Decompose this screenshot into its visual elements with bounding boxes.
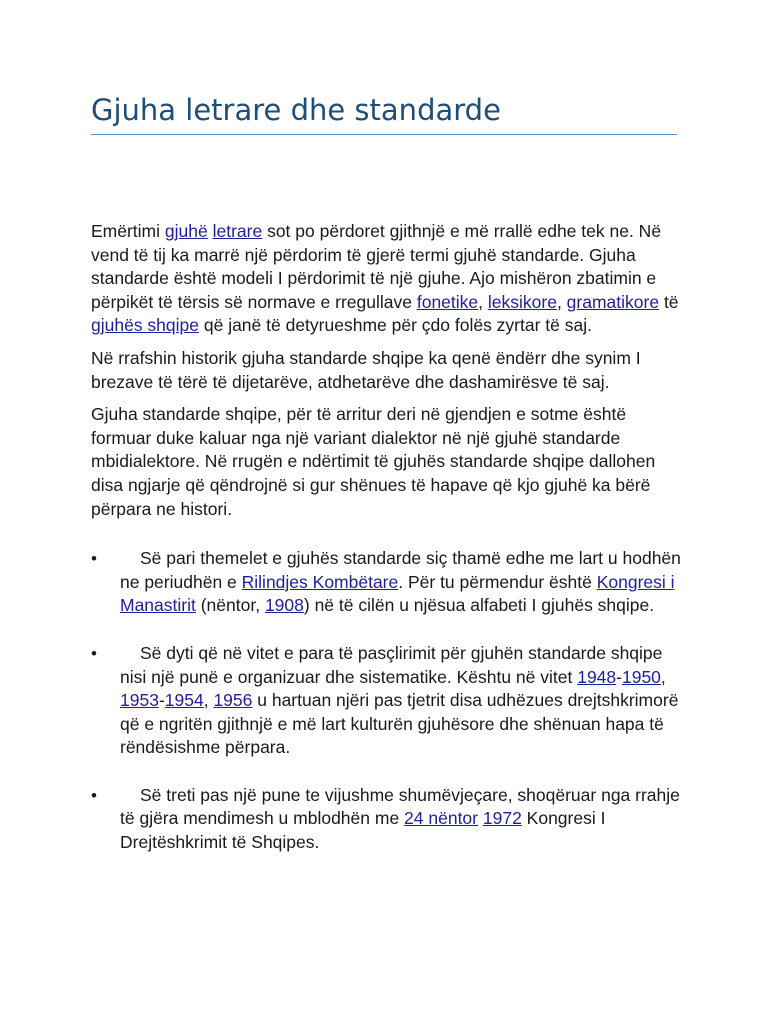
list-item-text: Së dyti që në vitet e para të pasçlirimit për gjuhën standarde shqipe nisi një punë e organizuar dhe sistematike. Kështu në vitet bbox=[120, 642, 663, 687]
link-letrare[interactable]: letrare bbox=[212, 221, 263, 241]
list-item bbox=[91, 642, 691, 760]
paragraph-historic: Në rrafshin historik gjuha standarde shqipe ka qenë ëndërr dhe synim I brezave të tërë të dijetarëve, atdhetarëve dhe dashamirësve të saj. bbox=[91, 347, 641, 392]
link-gjuhes-shqipe[interactable]: gjuhës shqipe bbox=[91, 315, 199, 336]
list-item bbox=[91, 547, 691, 618]
link-1956[interactable]: 1956 bbox=[213, 690, 253, 711]
list-item-text: ) në të cilën u njësua alfabeti I gjuhës shqipe. bbox=[303, 595, 655, 616]
paragraph-text: Emërtimi bbox=[91, 221, 165, 241]
paragraph-formation: Gjuha standarde shqipe, për të arritur deri në gjendjen e sotme është formuar duke kaluar nga një variant dialektor në një gjuhë standarde mbidialektore. Në rrugën e ndërtimit të gjuhës standarde shqipe dallohen disa ngjarje që qëndrojnë si gur shënues të hapave që kjo gjuhë ka bërë përpara ne histori. bbox=[91, 404, 656, 519]
paragraph-text: , bbox=[478, 291, 488, 312]
link-1950[interactable]: 1950 bbox=[621, 666, 661, 687]
milestones-list bbox=[91, 547, 691, 855]
list-item-text: u hartuan njëri pas tjetrit disa udhëzues drejtshkrimorë që e ngritën gjithnjë e më lart kulturën gjuhësore dhe shënuan hapa të rëndësishme përpara. bbox=[120, 690, 679, 758]
link-fonetike[interactable]: fonetike bbox=[416, 291, 479, 312]
link-gramatikore[interactable]: gramatikore bbox=[566, 291, 660, 312]
list-item-text: (nëntor, bbox=[195, 595, 265, 616]
link-1953[interactable]: 1953 bbox=[120, 690, 159, 711]
paragraph-text: që janë të detyrueshme për çdo folës zyrtar të saj. bbox=[199, 315, 592, 336]
list-item bbox=[91, 784, 691, 855]
bullet-icon: • bbox=[91, 549, 97, 569]
title-underline-divider bbox=[91, 134, 677, 135]
link-24-nentor[interactable]: 24 nëntor bbox=[404, 808, 478, 829]
link-gjuhe[interactable]: gjuhë bbox=[164, 221, 208, 241]
link-1908[interactable]: 1908 bbox=[264, 595, 304, 616]
paragraph-text: të bbox=[659, 291, 679, 312]
bullet-icon: • bbox=[91, 643, 97, 663]
list-item-text: , bbox=[203, 690, 214, 711]
paragraph-text: , bbox=[556, 291, 567, 312]
list-item-text: , bbox=[660, 666, 666, 687]
list-item-text: Së treti pas një pune te vijushme shumëvjeçare, shoqëruar nga rrahje të gjëra mendimesh u mblodhën me bbox=[120, 784, 680, 829]
paragraph-text: sot po përdoret gjithnjë e më rrallë edhe tek ne. Në vend të tij ka marrë një përdorim të gjerë termi gjuhë standarde. Gjuha standarde është modeli I përdorimit të një gjuhe. Ajo mishëron zbatimin e përpikët të tërsis së normave e rregullave bbox=[91, 221, 662, 312]
bullet-icon: • bbox=[91, 785, 97, 805]
link-1972[interactable]: 1972 bbox=[482, 808, 522, 829]
link-1954[interactable]: 1954 bbox=[164, 690, 204, 711]
link-leksikore[interactable]: leksikore bbox=[487, 291, 557, 312]
link-rilindjes-kombetare[interactable]: Rilindjes Kombëtare bbox=[241, 571, 399, 592]
list-item-text: . Për tu përmendur është bbox=[398, 571, 597, 592]
paragraph-intro bbox=[91, 220, 691, 338]
link-1948[interactable]: 1948 bbox=[577, 666, 617, 687]
list-item-text: Së pari themelet e gjuhës standarde siç thamë edhe me lart u hodhën ne periudhën e bbox=[120, 548, 681, 592]
article-body bbox=[91, 220, 691, 879]
page-title: Gjuha letrare dhe standarde bbox=[91, 93, 501, 127]
link-kongresi-i-manastirit[interactable]: Kongresi i Manastirit bbox=[120, 571, 675, 616]
list-item-text: - bbox=[158, 690, 165, 711]
list-item-text: - bbox=[616, 666, 622, 687]
list-item-text: Kongresi I Drejtëshkrimit të Shqipes. bbox=[120, 808, 606, 853]
